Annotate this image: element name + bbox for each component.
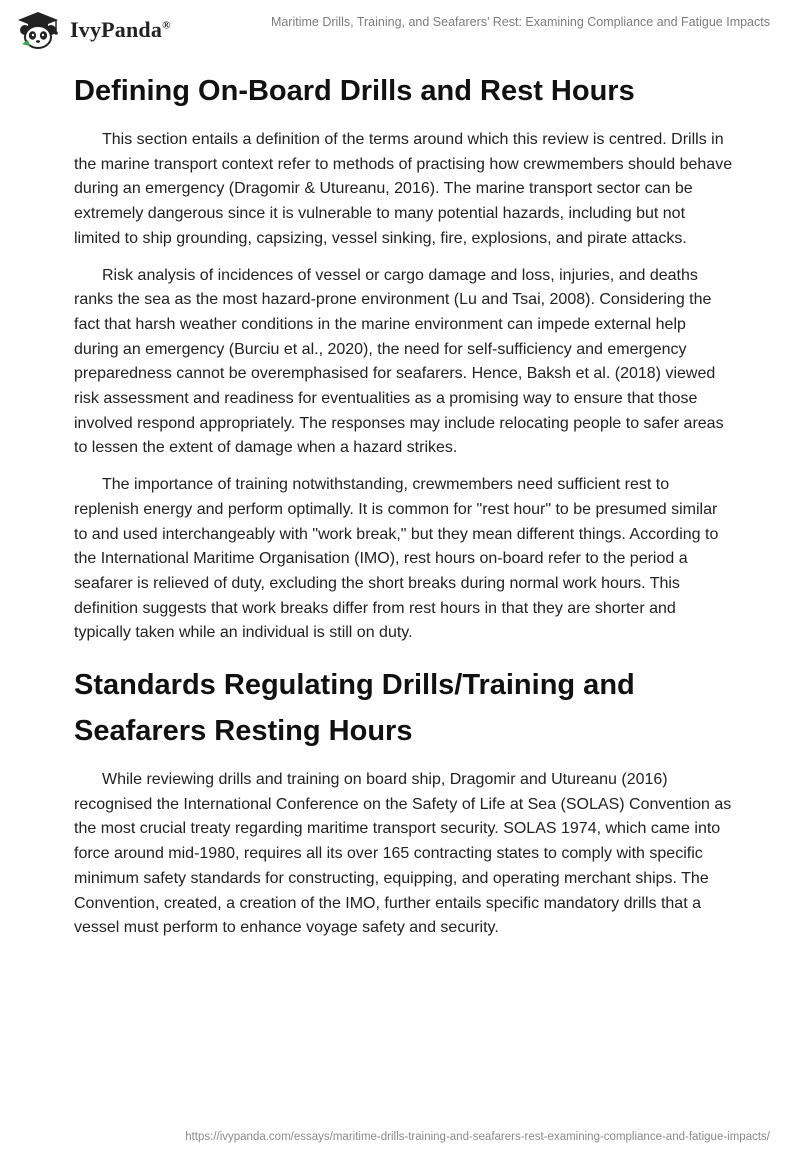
paragraph: The importance of training notwithstanding, crewmembers need sufficient rest to replenish energy and perform optimally. It is common for "rest hour" to be presumed similar to and used interchangeably with "work break," but they mean different things. According to the International Maritime Organisation (IMO), rest hours on-board refer to the period a seafarer is relieved of duty, excluding the short breaks during normal work hours. This definition suggests that work breaks differ from rest hours in that they are shorter and typically taken while an individual is still on duty. [74,476,719,642]
panda-graduate-icon [14,10,62,50]
paragraph: Risk analysis of incidences of vessel or cargo damage and loss, injuries, and deaths ranks the sea as the most hazard-prone environment (Lu and Tsai, 2008). Considering the fact that harsh weather conditions in the marine environment can impede external help during an emergency (Burciu et al., 2020), the need for self-sufficiency and emergency preparedness cannot be overemphasised for seafarers. Hence, Baksh et al. (2018) viewed risk assessment and readiness for eventualities as a promising way to ensure that those involved respond appropriately. The responses may include relocating people to safer areas to lessen the extent of damage when a hazard strikes. [74,266,724,457]
paragraph: While reviewing drills and training on board ship, Dragomir and Utureanu (2016) recognised the International Conference on the Safety of Life at Sea (SOLAS) Convention as the most crucial treaty regarding maritime transport security. SOLAS 1974, which came into force around mid-1980, requires all its over 165 contracting states to comply with specific minimum safety standards for constructing, equipping, and operating merchant ships. The Convention, created, a creation of the IMO, further entails specific mandatory drills that a vessel must perform to enhance voyage safety and security. [74,771,732,937]
article-body [74,68,734,953]
section-heading: Defining On-Board Drills and Rest Hours [74,75,635,107]
footer-url[interactable]: https://ivypanda.com/essays/maritime-drills-training-and-seafarers-rest-examining-compliance-and-fatigue-impacts/ [185,1131,770,1143]
brand-logo[interactable] [14,10,171,50]
section-heading: Standards Regulating Drills/Training and Seafarers Resting Hours [74,669,635,748]
registered-mark: ® [162,19,171,32]
paragraph: This section entails a definition of the terms around which this review is centred. Drills in the marine transport context refer to methods of practising how crewmembers should behave during an emergency (Dragomir & Utureanu, 2016). The marine transport sector can be extremely dangerous since it is vulnerable to many potential hazards, including but not limited to ship grounding, capsizing, vessel sinking, fire, explosions, and pirate attacks. [74,131,733,247]
document-title: Maritime Drills, Training, and Seafarers’ Rest: Examining Compliance and Fatigue Impacts [270,15,770,29]
brand-name: IvyPanda® [70,17,171,42]
page-header [0,0,800,60]
